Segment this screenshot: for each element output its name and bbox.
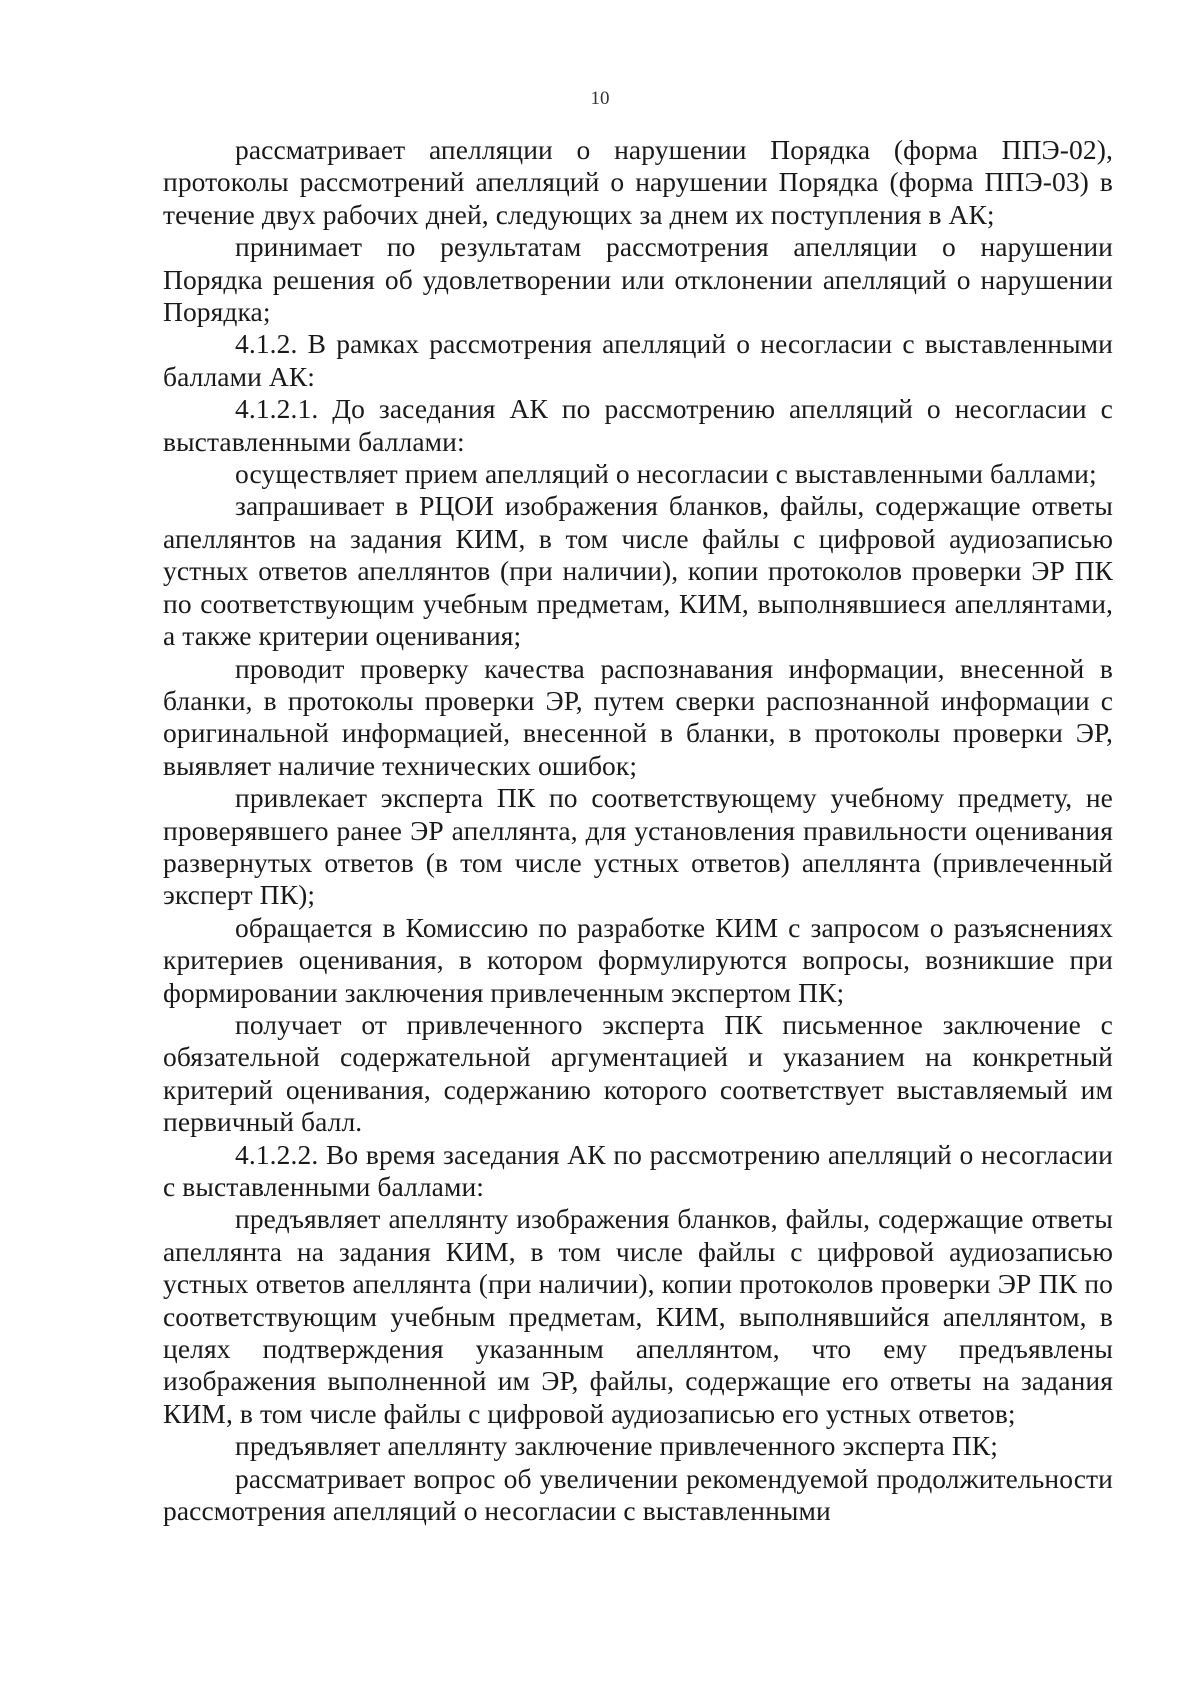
paragraph: предъявляет апеллянту изображения бланков, файлы, содержащие ответы апеллянта на задания КИМ, в том числе файлы с цифровой аудиозаписью устных ответов апеллянта (при наличии), копии протоколов проверки ЭР ПК по соответствующим учебным предметам, КИМ, выполнявшийся апеллянтом, в целях подтверждения указанным апеллянтом, что ему предъявлены изображения выполненной им ЭР, файлы, содержащие его ответы на задания КИМ, в том числе файлы с цифровой аудиозаписью его устных ответов; [163, 1203, 1113, 1429]
paragraph: рассматривает вопрос об увеличении рекомендуемой продолжительности рассмотрения апелляций о несогласии с выставленными [163, 1462, 1113, 1527]
paragraph: предъявляет апеллянту заключение привлеченного эксперта ПК; [235, 1430, 998, 1462]
document-body [163, 134, 1113, 1527]
paragraph: запрашивает в РЦОИ изображения бланков, файлы, содержащие ответы апеллянтов на задания КИМ, в том числе файлы с цифровой аудиозаписью устных ответов апеллянтов (при наличии), копии протоколов проверки ЭР ПК по соответствующим учебным предметам, КИМ, выполнявшиеся апеллянтами, а также критерии оценивания; [163, 490, 1113, 652]
paragraph: проводит проверку качества распознавания информации, внесенной в бланки, в протоколы проверки ЭР, путем сверки распознанной информации с оригинальной информацией, внесенной в бланки, в протоколы проверки ЭР, выявляет наличие технических ошибок; [163, 652, 1113, 781]
subsection-heading: 4.1.2.1. До заседания АК по рассмотрению апелляций о несогласии с выставленными баллами: [163, 393, 1113, 457]
section-heading: 4.1.2. В рамках рассмотрения апелляций о несогласии с выставленными баллами АК: [163, 328, 1113, 392]
paragraph: обращается в Комиссию по разработке КИМ с запросом о разъяснениях критериев оценивания, в котором формулируются вопросы, возникшие при формировании заключения привлеченным экспертом ПК; [163, 911, 1113, 1008]
paragraph: рассматривает апелляции о нарушении Порядка (форма ППЭ-02), протоколы рассмотрений апелляций о нарушении Порядка (форма ППЭ-03) в течение двух рабочих дней, следующих за днем их поступления в АК; [163, 134, 1113, 230]
subsection-heading: 4.1.2.2. Во время заседания АК по рассмотрению апелляций о несогласии с выставленными баллами: [163, 1138, 1113, 1202]
page-number: 10 [590, 88, 610, 109]
paragraph: осуществляет прием апелляций о несогласии с выставленными баллами; [235, 458, 1097, 490]
paragraph: привлекает эксперта ПК по соответствующему учебному предмету, не проверявшего ранее ЭР апеллянта, для установления правильности оценивания развернутых ответов (в том числе устных ответов) апеллянта (привлеченный эксперт ПК); [163, 782, 1113, 911]
paragraph: принимает по результатам рассмотрения апелляции о нарушении Порядка решения об удовлетворении или отклонении апелляций о нарушении Порядка; [163, 231, 1113, 328]
paragraph: получает от привлеченного эксперта ПК письменное заключение с обязательной содержательной аргументацией и указанием на конкретный критерий оценивания, содержанию которого соответствует выставляемый им первичный балл. [163, 1008, 1113, 1138]
